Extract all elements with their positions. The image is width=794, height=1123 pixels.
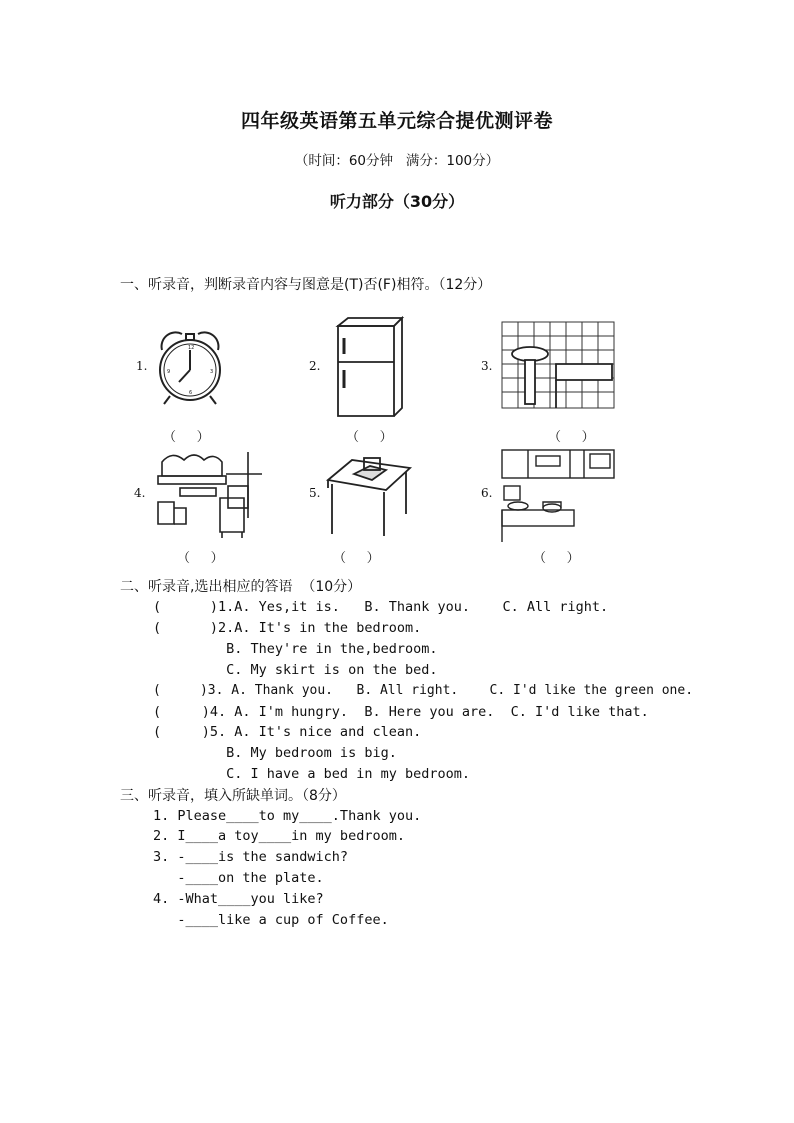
section2-line: C. My skirt is on the bed. [153, 662, 438, 678]
section2-line: ( )1.A. Yes,it is. B. Thank you. C. All right. [153, 599, 609, 615]
item4-number: 4. [134, 486, 146, 500]
svg-text:12: 12 [188, 345, 195, 351]
section2-line: ( )3. A. Thank you. B. All right. C. I'd like the green one. [153, 683, 694, 698]
exam-info: （时间：60分钟 满分：100分） [294, 153, 500, 169]
section3-line: -____on the plate. [153, 870, 324, 886]
section2-line: ( )5. A. It's nice and clean. [153, 724, 422, 740]
living-room-icon [152, 448, 264, 540]
page-title: 四年级英语第五单元综合提优测评卷 [240, 110, 553, 132]
item6-number: 6. [481, 486, 493, 500]
item6-answer-blank[interactable]: （ ） [533, 551, 580, 566]
kitchen-icon [500, 448, 616, 544]
svg-text:6: 6 [189, 390, 193, 396]
bathroom-icon [500, 320, 616, 410]
item5-answer-blank[interactable]: （ ） [333, 551, 380, 566]
section3-line: -____like a cup of Coffee. [153, 912, 389, 928]
section1-heading: 一、听录音，判断录音内容与图意是(T)否(F)相符。（12分） [120, 277, 492, 293]
section2-line: ( )2.A. It's in the bedroom. [153, 620, 422, 636]
item1-number: 1. [136, 359, 148, 373]
section3-line: 4. -What____you like? [153, 891, 324, 907]
item5-number: 5. [309, 486, 321, 500]
table-with-computer-icon [324, 454, 414, 538]
section3-heading: 三、听录音，填入所缺单词。（8分） [120, 788, 346, 804]
item3-number: 3. [481, 359, 493, 373]
svg-text:3: 3 [210, 369, 214, 375]
alarm-clock-icon [152, 324, 232, 408]
section2-line: B. My bedroom is big. [153, 745, 397, 761]
part-heading: 听力部分（30分） [329, 192, 465, 211]
section3-line: 1. Please____to my____.Thank you. [153, 808, 422, 824]
section3-line: 3. -____is the sandwich? [153, 849, 349, 865]
section2-line: B. They're in the,bedroom. [153, 641, 438, 657]
item1-answer-blank[interactable]: （ ） [163, 430, 210, 445]
item4-answer-blank[interactable]: （ ） [177, 551, 224, 566]
section2-heading: 二、听录音,选出相应的答语 （10分） [120, 579, 362, 595]
section3-line: 2. I____a toy____in my bedroom. [153, 828, 405, 844]
section2-line: C. I have a bed in my bedroom. [153, 766, 470, 782]
svg-text:9: 9 [167, 369, 171, 375]
item2-answer-blank[interactable]: （ ） [346, 430, 393, 445]
item2-number: 2. [309, 359, 321, 373]
section2-line: ( )4. A. I'm hungry. B. Here you are. C. I'd like that. [153, 704, 649, 720]
refrigerator-icon [330, 316, 410, 420]
item3-answer-blank[interactable]: （ ） [548, 430, 595, 445]
